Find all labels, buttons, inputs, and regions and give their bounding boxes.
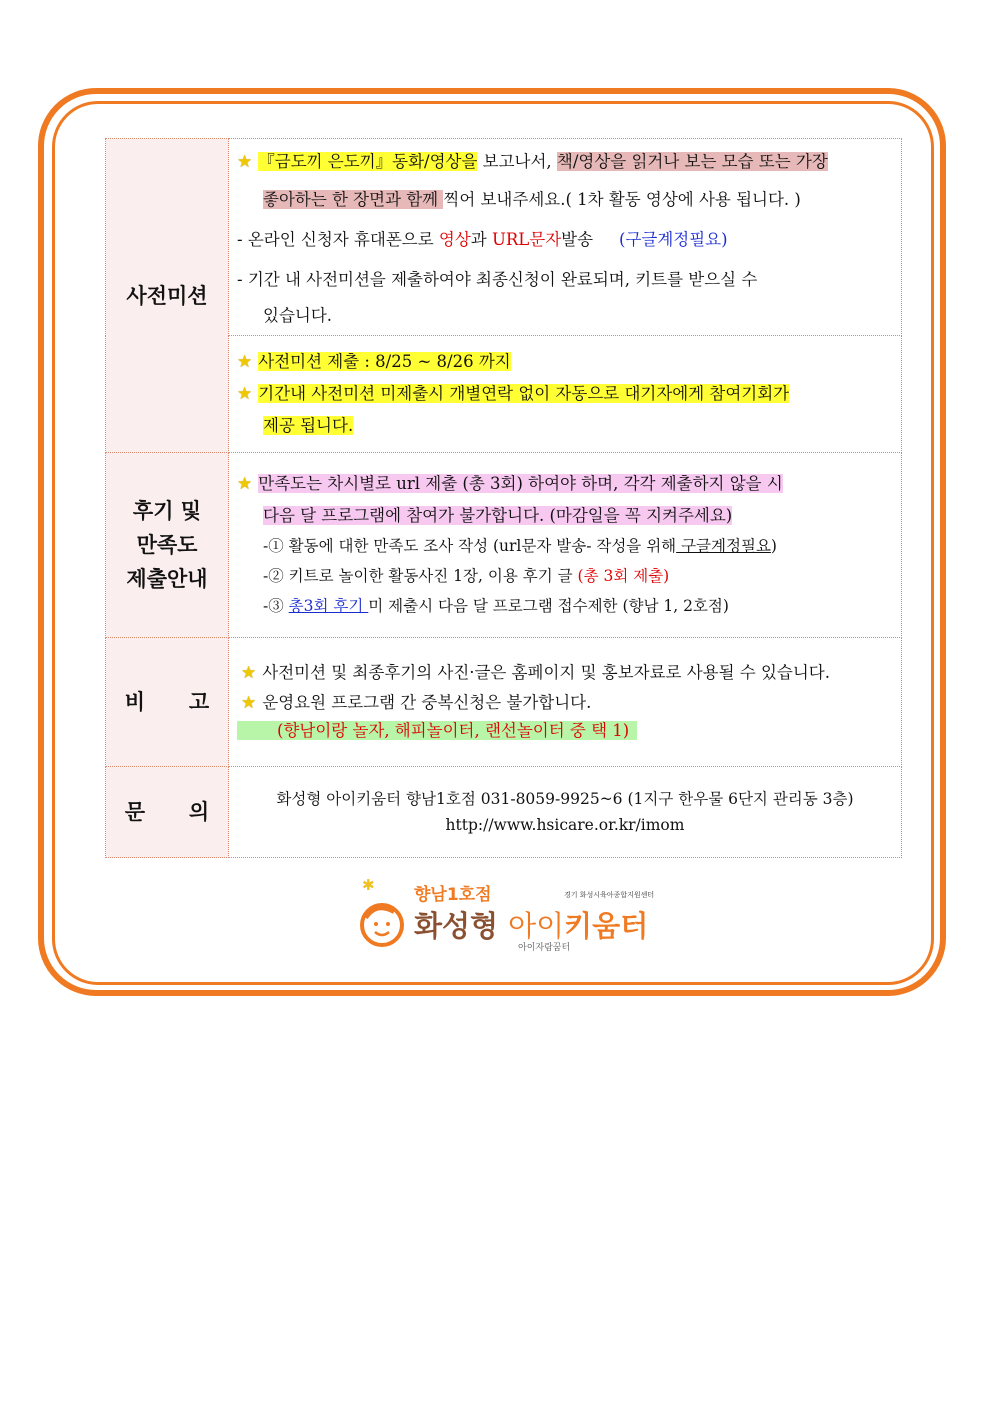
note-line-3: (향남이랑 놀자, 해피놀이터, 랜선놀이터 중 택 1): [237, 718, 893, 744]
star-icon: ★: [237, 152, 253, 172]
review-item-3: -③ 총3회 후기 미 제출시 다음 달 프로그램 접수제한 (향남 1, 2호점): [263, 597, 729, 615]
review-header: 후기 및 만족도 제출안내: [106, 453, 229, 638]
review-line-1: ★ 만족도는 차시별로 url 제출 (총 3회) 하여야 하며, 각각 제출하지 않을 시: [237, 471, 893, 497]
mission-line-2: 좋아하는 한 장면과 함께 찍어 보내주세요.( 1차 활동 영상에 사용 됩니다. ): [263, 190, 801, 209]
review-item-1: -① 활동에 대한 만족도 조사 작성 (url문자 발송- 작성을 위해 구글계정필요): [263, 537, 777, 555]
contact-url[interactable]: http://www.hsicare.or.kr/imom: [445, 816, 685, 834]
svg-text:✱: ✱: [362, 878, 375, 894]
star-icon: ★: [237, 352, 253, 372]
review-row: [106, 453, 902, 638]
note-line-2: ★ 운영요원 프로그램 간 중복신청은 불가합니다.: [241, 690, 893, 716]
contact-header: 문 의: [106, 767, 229, 858]
mission-line-3: - 온라인 신청자 휴대폰으로 영상과 URL문자발송 (구글계정필요): [237, 230, 728, 249]
star-icon: ★: [241, 693, 257, 713]
star-icon: ★: [237, 474, 253, 494]
logo: [356, 878, 666, 958]
contact-details: [229, 767, 902, 858]
logo-tagline: 아이자람꿈터: [518, 943, 571, 953]
warn-line-2: 제공 됩니다.: [263, 416, 354, 435]
review-count-link[interactable]: 총3회 후기: [288, 597, 369, 615]
mission-row: [106, 139, 902, 336]
review-line-2: 다음 달 프로그램에 참여가 불가합니다. (마감일을 꼭 지켜주세요): [263, 506, 733, 525]
review-details: [229, 453, 902, 638]
info-table: [105, 138, 902, 858]
star-icon: ★: [237, 384, 253, 404]
deadline-line: ★ 사전미션 제출 : 8/25 ~ 8/26 까지: [237, 349, 893, 375]
logo-branch: 향남1호점: [414, 885, 492, 905]
mission-line-4: - 기간 내 사전미션을 제출하여야 최종신청이 완료되며, 키트를 받으실 수: [237, 270, 758, 289]
logo-name: 화성형 아이키움터: [414, 909, 649, 943]
mission-details: [229, 139, 902, 336]
contact-address: 화성형 아이키움터 향남1호점 031-8059-9925~6 (1지구 한우물 6단지 관리동 3층): [276, 790, 854, 808]
logo-center-name: 경기 화성시육아종합지원센터: [564, 891, 655, 899]
note-row: [106, 638, 902, 767]
mission-line-5: 있습니다.: [263, 306, 333, 325]
star-icon: ★: [241, 663, 257, 683]
note-line-1: ★ 사전미션 및 최종후기의 사진·글은 홈페이지 및 홍보자료로 사용될 수 있습니다.: [241, 660, 893, 686]
warn-line-1: ★ 기간내 사전미션 미제출시 개별연락 없이 자동으로 대기자에게 참여기회가: [237, 381, 893, 407]
mission-header: 사전미션: [106, 139, 229, 453]
note-details: [229, 638, 902, 767]
mission-line-1: ★ 『금도끼 은도끼』동화/영상을 보고나서, 책/영상을 읽거나 보는 모습 또는 가장: [237, 149, 893, 175]
note-header: 비 고: [106, 638, 229, 767]
contact-row: [106, 767, 902, 858]
review-item-2: -② 키트로 놀이한 활동사진 1장, 이용 후기 글 (총 3회 제출): [263, 567, 670, 585]
mission-deadline: [229, 336, 902, 453]
